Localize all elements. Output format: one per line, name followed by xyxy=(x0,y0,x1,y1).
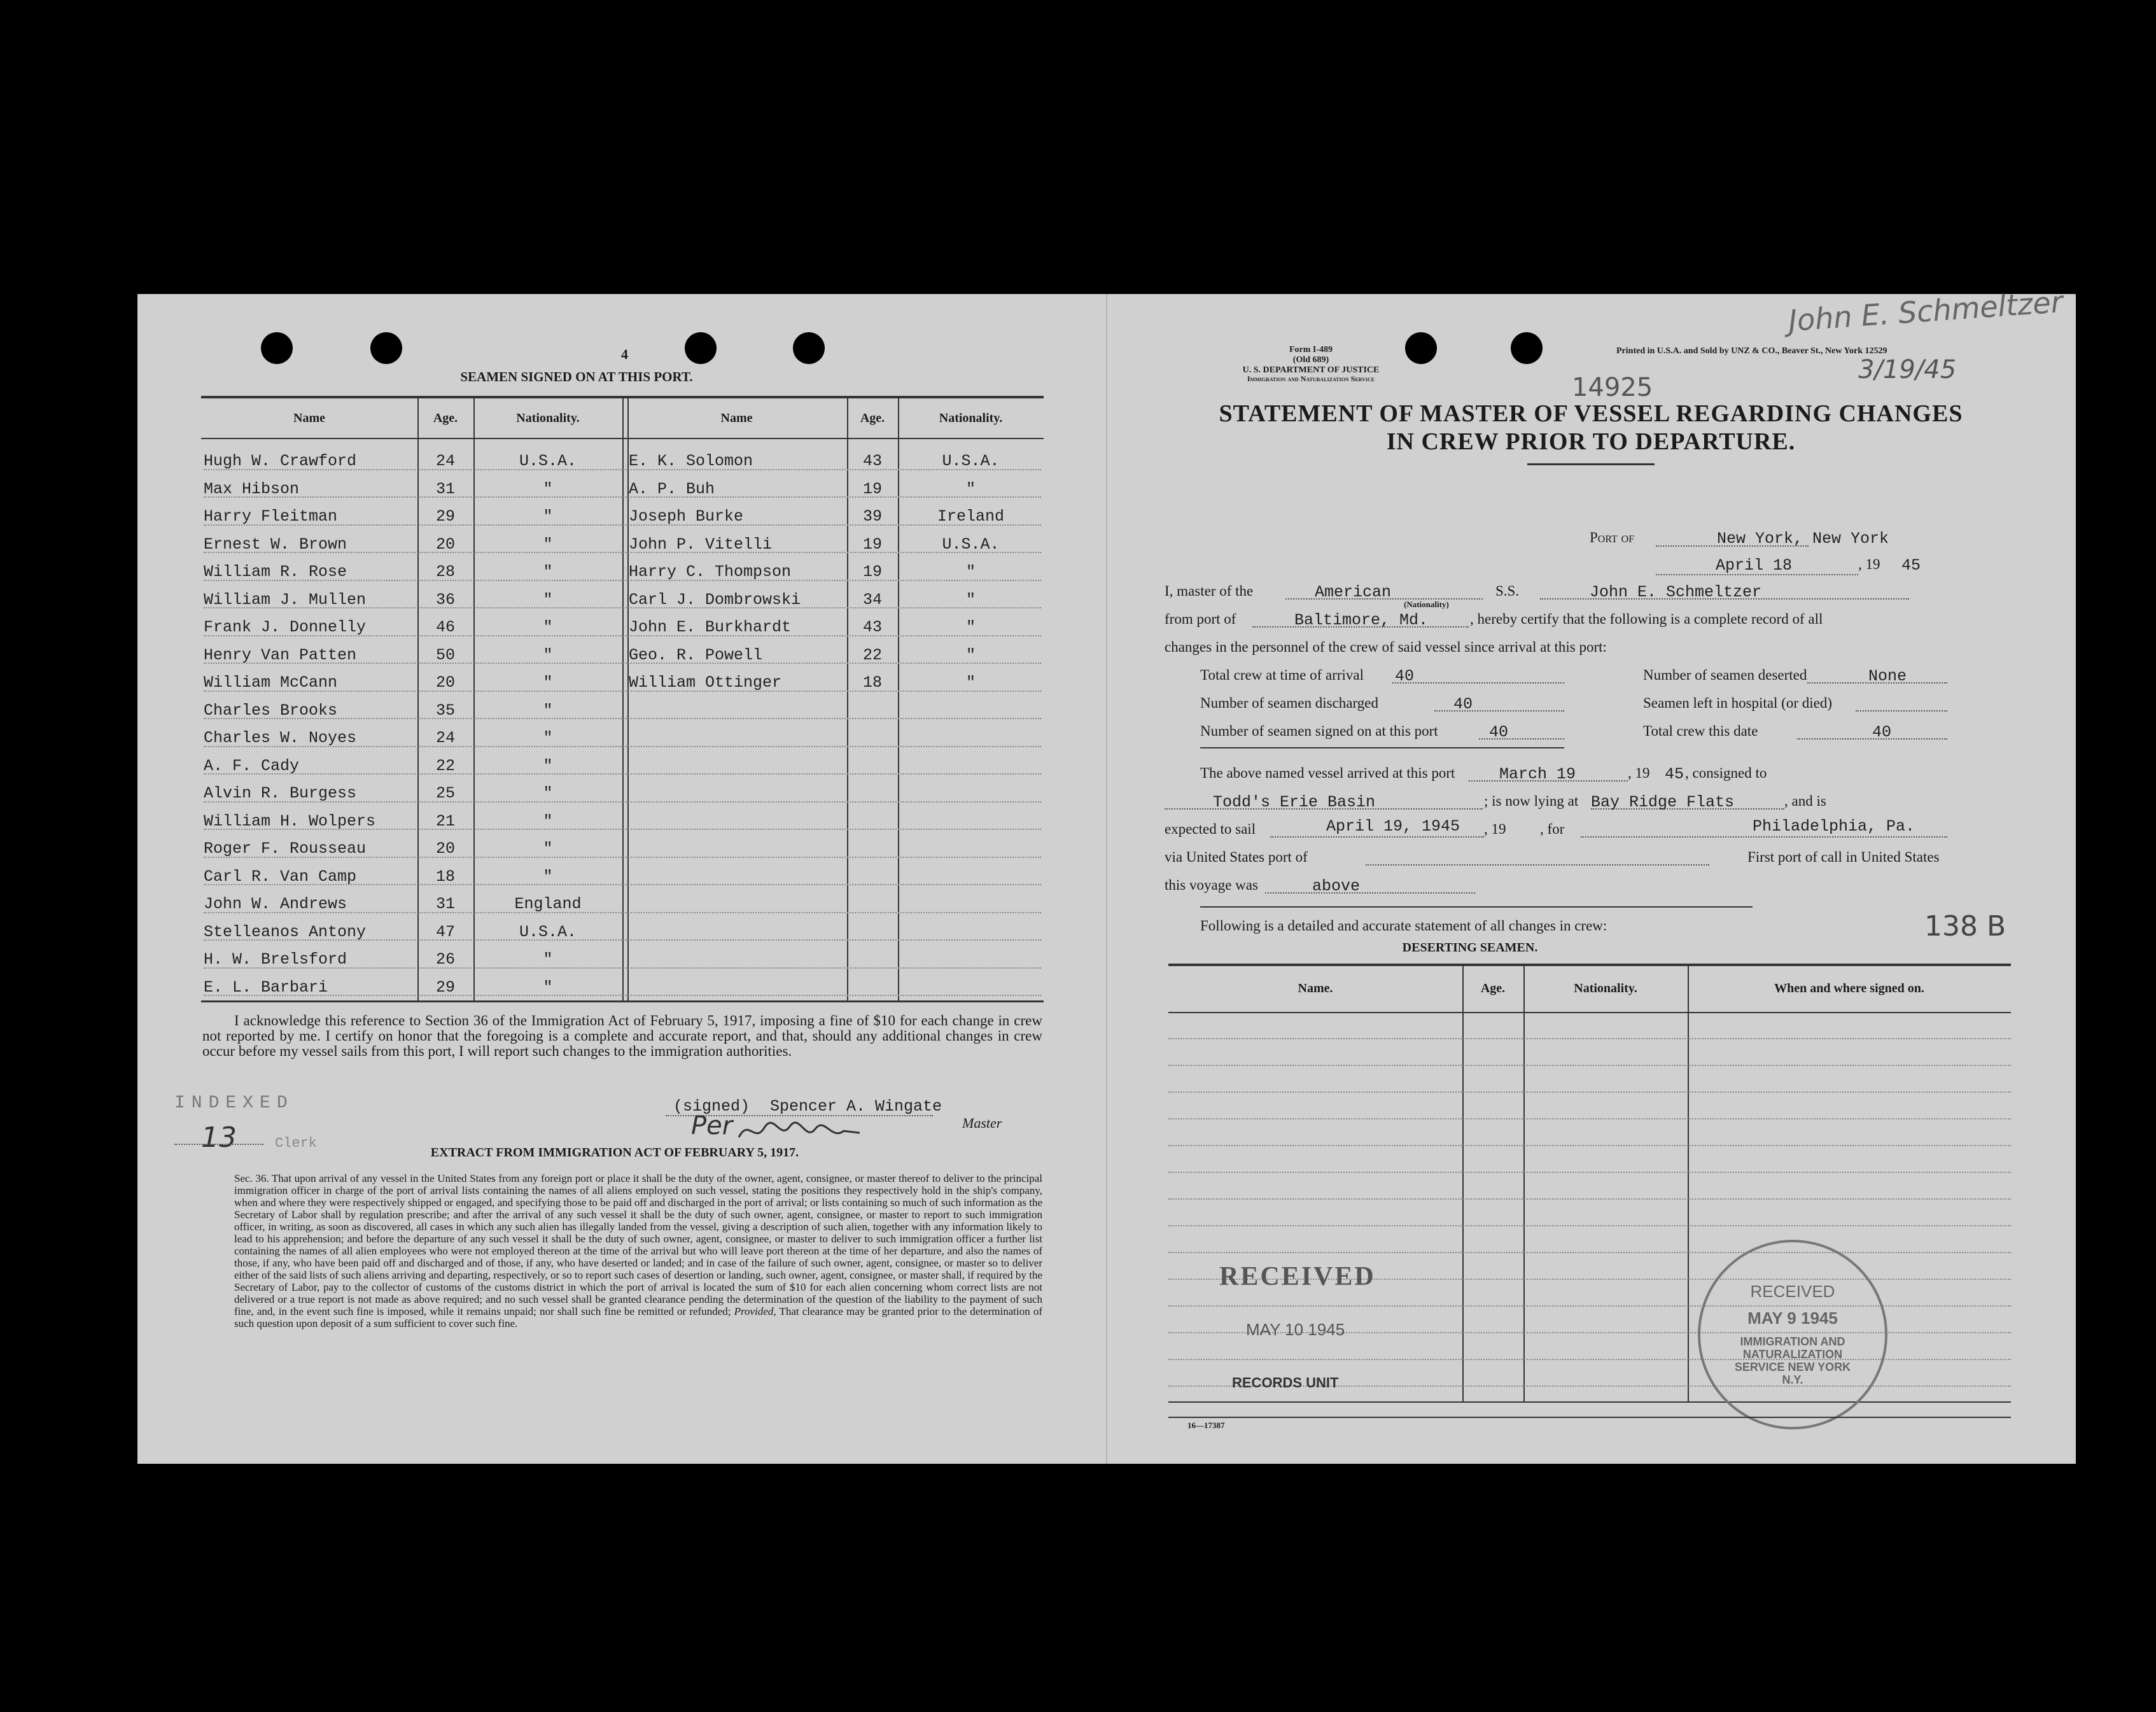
form-number: Form I-489 xyxy=(1289,345,1333,354)
crew-nationality: " xyxy=(543,645,553,664)
crew-age: 34 xyxy=(862,590,882,609)
crew-name: Harry C. Thompson xyxy=(629,563,792,581)
deserting-header-age: Age. xyxy=(1480,981,1506,995)
crew-name: Henry Van Patten xyxy=(204,645,357,664)
crew-name: William McCann xyxy=(204,673,338,692)
crew-name: John P. Vitelli xyxy=(629,535,773,554)
deserting-table-bottom xyxy=(1168,1401,2011,1403)
row-rule xyxy=(1168,1251,2011,1253)
nationality-caption: (Nationality) xyxy=(1404,600,1449,609)
via-line xyxy=(1366,864,1709,866)
arrived-label: The above named vessel arrived at this port xyxy=(1200,765,1455,781)
crew-age: 35 xyxy=(435,701,455,720)
crew-nationality: " xyxy=(965,645,976,664)
crew-nationality: " xyxy=(543,978,553,997)
crew-name: A. P. Buh xyxy=(629,479,715,498)
crew-age: 19 xyxy=(862,563,882,581)
row-rule xyxy=(1168,1171,2011,1173)
punch-hole xyxy=(793,332,825,364)
crew-name: E. K. Solomon xyxy=(629,452,753,470)
total-date-value: 40 xyxy=(1872,723,1892,741)
round-receipt-stamp xyxy=(1698,1240,1887,1429)
section-rule xyxy=(1200,906,1753,908)
crew-nationality: " xyxy=(965,590,976,609)
crew-age: 31 xyxy=(435,895,455,913)
crew-name: Harry Fleitman xyxy=(204,507,338,526)
handwritten-code: 138 B xyxy=(1924,910,2006,943)
crew-nationality: " xyxy=(543,839,553,858)
crew-nationality: " xyxy=(543,729,553,747)
row-rule xyxy=(1168,1305,2011,1307)
master-label: Master xyxy=(962,1115,1002,1131)
deserting-title: DESERTING SEAMEN. xyxy=(1402,941,1538,955)
hospital-line xyxy=(1856,710,1947,712)
crew-age: 22 xyxy=(435,756,455,775)
crew-nationality: U.S.A. xyxy=(942,452,1000,470)
round-stamp-text: IMMIGRATION AND NATURALIZATION SERVICE NEW YORK N.Y. xyxy=(1734,1335,1851,1386)
crew-name: William Ottinger xyxy=(629,673,782,692)
total-arrival-label: Total crew at time of arrival xyxy=(1200,667,1364,683)
clerk-number: 13 xyxy=(201,1121,237,1154)
crew-nationality: U.S.A. xyxy=(519,922,577,941)
crew-age: 50 xyxy=(435,645,455,664)
punch-hole xyxy=(1405,332,1437,364)
column-header-age: Age. xyxy=(860,411,885,425)
column-header-name: Name xyxy=(293,411,325,425)
first-port-label: First port of call in United States xyxy=(1747,849,1940,865)
total-date-label: Total crew this date xyxy=(1643,723,1758,739)
per-signature: Per xyxy=(691,1111,733,1140)
signed-on-label: Number of seamen signed on at this port xyxy=(1200,723,1438,739)
punch-hole xyxy=(370,332,402,364)
deserting-header-nationality: Nationality. xyxy=(1574,981,1637,995)
punch-hole xyxy=(261,332,293,364)
provided-word: Provided, xyxy=(734,1305,776,1317)
clerk-label: Clerk xyxy=(275,1135,318,1151)
page-number: 4 xyxy=(621,346,628,362)
crew-nationality: " xyxy=(965,479,976,498)
received-stamp: RECEIVED xyxy=(1219,1262,1376,1291)
lying-value: Bay Ridge Flats xyxy=(1591,793,1735,811)
row-rule xyxy=(1168,1358,2011,1360)
handwritten-signature xyxy=(736,1115,863,1147)
deserting-table-top xyxy=(1168,964,2011,966)
lying-label: ; is now lying at xyxy=(1484,793,1579,809)
port-value: New York, New York xyxy=(1717,530,1889,548)
crew-nationality: " xyxy=(543,590,553,609)
arrived-year: 45 xyxy=(1665,765,1684,783)
crew-nationality: " xyxy=(965,673,976,692)
extract-text xyxy=(234,1172,1042,1330)
column-header-age: Age. xyxy=(433,411,458,425)
crew-name: William H. Wolpers xyxy=(204,811,376,831)
crew-age: 21 xyxy=(435,811,455,831)
crew-age: 43 xyxy=(862,618,882,636)
service-name: Immigration and Naturalization Service xyxy=(1247,374,1375,383)
crew-name: Stelleanos Antony xyxy=(204,922,367,941)
crew-name: E. L. Barbari xyxy=(204,978,328,997)
crew-nationality: " xyxy=(543,507,553,526)
department-name: U. S. DEPARTMENT OF JUSTICE xyxy=(1242,365,1380,375)
crew-age: 20 xyxy=(435,673,455,692)
from-port-label: from port of xyxy=(1165,611,1236,627)
year-prefix: , 19 xyxy=(1858,556,1880,572)
crew-name: Carl J. Dombrowski xyxy=(629,590,801,609)
crew-name: Max Hibson xyxy=(204,479,300,498)
destination-value: Philadelphia, Pa. xyxy=(1753,817,1915,836)
crew-nationality: " xyxy=(543,618,553,636)
crew-name: Ernest W. Brown xyxy=(204,535,347,554)
left-page xyxy=(137,294,1107,1464)
crew-name: John E. Burkhardt xyxy=(629,618,792,636)
crew-age: 29 xyxy=(435,978,455,997)
round-stamp-date: MAY 9 1945 xyxy=(1747,1309,1838,1328)
vessel-name: John E. Schmeltzer xyxy=(1590,583,1762,601)
crew-nationality: " xyxy=(543,867,553,886)
crew-age: 18 xyxy=(862,673,882,692)
handwritten-date: 3/19/45 xyxy=(1858,355,1957,384)
from-port-value: Baltimore, Md. xyxy=(1294,611,1429,629)
punch-hole xyxy=(685,332,717,364)
column-header-nationality: Nationality. xyxy=(516,411,580,425)
port-label: Port of xyxy=(1590,530,1635,545)
form-title: STATEMENT OF MASTER OF VESSEL REGARDING CHANGES xyxy=(1219,400,1963,427)
crew-age: 20 xyxy=(435,839,455,858)
title-rule xyxy=(1527,463,1655,465)
column-divider xyxy=(1523,964,1525,1401)
consigned-label: , consigned to xyxy=(1685,765,1767,781)
destination-line xyxy=(1581,836,1947,838)
column-divider xyxy=(622,396,629,1000)
crew-nationality: " xyxy=(543,701,553,720)
deserting-header-signed-on: When and where signed on. xyxy=(1774,981,1924,995)
crew-age: 46 xyxy=(435,618,455,636)
crew-nationality: " xyxy=(543,479,553,498)
signed-label: (signed) xyxy=(673,1097,750,1116)
crew-age: 47 xyxy=(435,922,455,941)
arrived-value: March 19 xyxy=(1499,765,1576,783)
crew-age: 22 xyxy=(862,645,882,664)
crew-age: 43 xyxy=(862,452,882,470)
total-arrival-line xyxy=(1392,682,1564,684)
table-bottom-rule xyxy=(201,1000,1044,1002)
row-rule xyxy=(1168,1198,2011,1200)
column-divider xyxy=(1688,964,1689,1401)
row-rule xyxy=(1168,1144,2011,1146)
crew-nationality: " xyxy=(543,950,553,969)
deserting-header-name: Name. xyxy=(1298,981,1333,995)
column-header-nationality: Nationality. xyxy=(939,411,1003,425)
clerk-line xyxy=(174,1144,263,1145)
crew-name: Frank J. Donnelly xyxy=(204,618,367,636)
hospital-label: Seamen left in hospital (or died) xyxy=(1643,695,1833,711)
ss-label: S.S. xyxy=(1495,583,1520,599)
total-arrival-value: 40 xyxy=(1395,667,1415,685)
crew-age: 31 xyxy=(435,479,455,498)
crew-nationality: U.S.A. xyxy=(942,535,1000,554)
crew-age: 28 xyxy=(435,563,455,581)
for-label: , for xyxy=(1540,821,1565,837)
crew-age: 36 xyxy=(435,590,455,609)
voyage-line xyxy=(1265,892,1475,894)
row-rule xyxy=(1168,1118,2011,1119)
crew-name: Joseph Burke xyxy=(629,507,744,526)
crew-name: Carl R. Van Camp xyxy=(204,867,357,886)
crew-name: William J. Mullen xyxy=(204,590,367,609)
signed-on-value: 40 xyxy=(1489,723,1509,741)
crew-age: 29 xyxy=(435,507,455,526)
acknowledgement-text: I acknowledge this reference to Section 36 of the Immigration Act of February 5, 1917, imposing a fine of $10 for each change in crew not reported by me. I certify on honor that the foregoing is a complete and accurate report, and that, should any additional changes in crew occur before my vessel sails from this port, I will report such changes to the immigration authorities. xyxy=(202,1013,1042,1059)
crew-nationality: England xyxy=(514,895,582,913)
expected-value: April 19, 1945 xyxy=(1326,817,1460,836)
nationality-value: American xyxy=(1315,583,1392,601)
crew-age: 20 xyxy=(435,535,455,554)
crew-nationality: U.S.A. xyxy=(519,452,577,470)
deserted-value: None xyxy=(1868,667,1907,685)
column-divider xyxy=(1462,964,1464,1401)
old-form-number: (Old 689) xyxy=(1292,355,1329,365)
expected-label: expected to sail xyxy=(1165,821,1256,837)
row-rule xyxy=(1168,1064,2011,1066)
right-page xyxy=(1107,284,2076,1464)
crew-nationality: " xyxy=(543,811,553,831)
row-rule xyxy=(1168,1091,2011,1093)
extract-title: EXTRACT FROM IMMIGRATION ACT OF FEBRUARY 5, 1917. xyxy=(430,1146,799,1160)
voyage-label: this voyage was xyxy=(1165,877,1258,893)
section-body: That upon arrival of any vessel in the United States from any foreign port or place it shall be the duty of the owner, agent, consignee, or master thereof to deliver to the principal immigration officer in charge of the port of arrival lists containing the names of all aliens employed on such vessel, stating the positions they respectively hold in the ship's company, when and where they were respectively shipped or engaged, and specifying those to be paid off and discharged in the port of arrival; or lists containing so much of such information as the Secretary of Labor shall by regulation prescribe; and after the arrival of any such vessel it shall be the duty of such owner, agent, consignee, or master to report to such immigration officer, in writing, as soon as discovered, all cases in which any such alien has illegally landed from the vessel, giving a description of such alien, together with any information likely to lead to his apprehension; and before the departure of any such vessel it shall be the duty of such owner, agent, consignee, or master to deliver to such immigration officer a further list containing the names of all alien employees who were not employed thereon at the time of the arrival but who will leave port thereon at the time of her departure, and also the names of those, if any, who have been paid off and discharged and of those, if any, who have deserted or landed; and in case of the failure of such owner, agent, consignee, or master so to deliver either of the said lists of such aliens arriving and departing, respectively, or so to report such cases of desertion or landing, such owner, agent, consignee, or master shall, if required by the Secretary of Labor, pay to the collector of customs of the customs district in which the port of arrival is located the sum of $10 for each alien concerning whom correct lists are not delivered or a true report is not made as above required; and no such vessel shall be granted clearance pending the determination of the question of the liability to the payment of such fine, and, in the event such fine is imposed, while it remains unpaid; nor shall such fine be remitted or refunded; xyxy=(234,1172,1042,1317)
consignee-value: Todd's Erie Basin xyxy=(1213,793,1376,811)
crew-nationality: " xyxy=(543,535,553,554)
and-is-text: , and is xyxy=(1784,793,1826,809)
deserting-table-header-rule xyxy=(1168,1012,2011,1013)
print-code: 16—17387 xyxy=(1187,1421,1225,1430)
crew-name: A. F. Cady xyxy=(204,756,300,775)
row-rule xyxy=(1168,1224,2011,1226)
printer-line: Printed in U.S.A. and Sold by UNZ & CO., Beaver St., New York 12529 xyxy=(1616,346,1887,356)
crew-age: 19 xyxy=(862,479,882,498)
master-of-label: I, master of the xyxy=(1165,583,1254,599)
via-label: via United States port of xyxy=(1165,849,1308,865)
deserted-label: Number of seamen deserted xyxy=(1643,667,1807,683)
crew-name: Roger F. Rousseau xyxy=(204,839,367,858)
crew-age: 24 xyxy=(435,729,455,747)
crew-name: H. W. Brelsford xyxy=(204,950,347,969)
crew-age: 19 xyxy=(862,535,882,554)
crew-name: Charles Brooks xyxy=(204,701,338,720)
date-value: April 18 xyxy=(1716,556,1793,575)
section-label: Sec. 36. xyxy=(234,1172,269,1184)
voyage-value: above xyxy=(1312,877,1361,895)
section-end: That clearance may be granted prior to the determination of such question upon deposit of a sum sufficient to cover such fine. xyxy=(234,1305,1043,1330)
certify-text: , hereby certify that the following is a complete record of all xyxy=(1470,611,1823,627)
master-signature-name: Spencer A. Wingate xyxy=(770,1097,942,1116)
section-title: SEAMEN SIGNED ON AT THIS PORT. xyxy=(460,369,693,384)
footer-rule xyxy=(1168,1417,2011,1418)
crew-name: John W. Andrews xyxy=(204,895,347,913)
expected-year: , 19 xyxy=(1484,821,1506,837)
row-rule xyxy=(1168,1037,2011,1039)
changes-text: changes in the personnel of the crew of said vessel since arrival at this port: xyxy=(1165,639,1607,655)
crew-name: Alvin R. Burgess xyxy=(204,784,357,803)
crew-nationality: Ireland xyxy=(937,507,1005,526)
discharged-label: Number of seamen discharged xyxy=(1200,695,1378,711)
crew-age: 25 xyxy=(435,784,455,803)
following-label: Following is a detailed and accurate statement of all changes in crew: xyxy=(1200,918,1607,934)
crew-nationality: " xyxy=(965,563,976,581)
crew-nationality: " xyxy=(543,756,553,775)
crew-age: 24 xyxy=(435,452,455,470)
crew-age: 39 xyxy=(862,507,882,526)
arrived-year-prefix: , 19 xyxy=(1628,765,1650,781)
expected-line xyxy=(1270,836,1484,838)
handwritten-signature: John E. Schmeltzer xyxy=(1787,284,2064,338)
column-header-name: Name xyxy=(720,411,753,425)
crew-name: Charles W. Noyes xyxy=(204,729,357,747)
crew-nationality: " xyxy=(965,618,976,636)
crew-name: William R. Rose xyxy=(204,563,347,581)
handwritten-file-number: 14925 xyxy=(1572,373,1653,402)
year-value: 45 xyxy=(1901,556,1921,575)
crew-name: Geo. R. Powell xyxy=(629,645,763,664)
discharged-value: 40 xyxy=(1453,695,1473,713)
crew-name: Hugh W. Crawford xyxy=(204,452,357,470)
received-date-stamp: MAY 10 1945 xyxy=(1246,1320,1345,1339)
round-stamp-received: RECEIVED xyxy=(1750,1282,1835,1301)
crew-nationality: " xyxy=(543,673,553,692)
crew-nationality: " xyxy=(543,784,553,803)
indexed-stamp: INDEXED xyxy=(174,1093,294,1113)
punch-hole xyxy=(1511,332,1543,364)
crew-nationality: " xyxy=(543,563,553,581)
subtotal-rule xyxy=(1200,747,1564,748)
form-title-line2: IN CREW PRIOR TO DEPARTURE. xyxy=(1386,428,1796,455)
crew-age: 18 xyxy=(435,867,455,886)
records-unit-stamp: RECORDS UNIT xyxy=(1232,1375,1339,1391)
crew-age: 26 xyxy=(435,950,455,969)
